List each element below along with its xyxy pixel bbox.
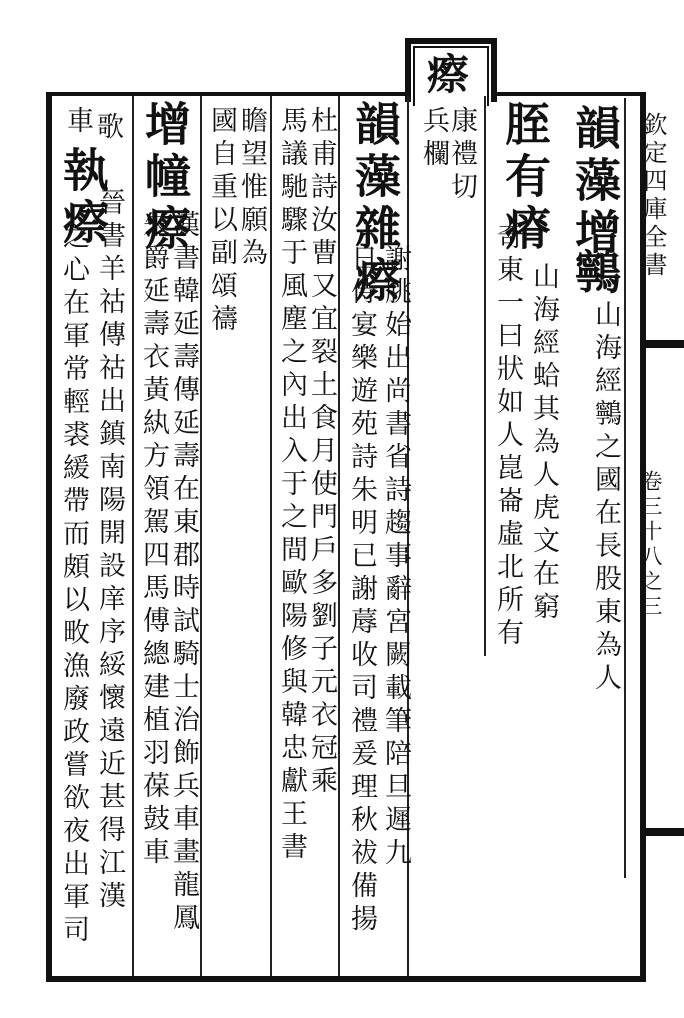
rule-2 [484,96,486,656]
page-border-bottom [46,976,646,982]
volume-marker: 卷三十八之三 [639,470,663,620]
rule-4 [338,96,340,976]
entry-text-shanhai: 山海經鸋之國在長股東為人 [590,300,621,696]
heading-tab-char: 瘵 [421,52,470,96]
entry-text-hao: 山海經蛤其為人虎文在窮 [528,262,559,625]
entry-heading-char: 鸋 [568,248,622,300]
gloss-bing: 兵欄 [418,106,449,172]
entry-text-zhanwang: 瞻望惟願為 [236,106,267,271]
rule-6 [200,96,202,976]
rule-1 [624,98,626,878]
entry-text-guozi: 國自重以副頌禱 [206,106,237,337]
entry-heading-za: 韻藻雜瘵 [348,100,402,308]
entry-text-hanshu: 漢書韓延壽傳延壽在東郡時試騎士治飾兵車畫龍鳳 [168,210,199,936]
entry-text-ge: 歌 [92,112,123,145]
book-title-margin: 欽定四庫全書 [639,112,667,280]
entry-text-dufu: 杜甫詩汝曹又宜裂土食月使門戶多劉子元衣冠乘 [306,106,337,799]
entry-text-zhixin: 之心在軍常輕裘緩帶而頗以畋漁廢政嘗欲夜出軍司 [58,222,89,948]
entry-text-xietiao: 謝朓始出尚書省詩趨事辭宮闕載筆陪旦遲九 [380,244,411,871]
entry-heading-chuang: 增幢瘵 [138,100,192,256]
entry-text-mayi: 馬議馳驟于風塵之內出入于之間歐陽修與韓忠獻王書 [276,106,307,865]
entry-heading-zhi2: 執瘵 [56,146,110,250]
rule-7 [132,96,134,976]
entry-heading-zhi: 胵有瘠 [498,100,552,256]
spine-mark-top [644,340,684,348]
entry-text-shiyan: 日侍宴樂遊苑詩朱明已謝蓐收司禮爰理秋祓備揚 [346,244,377,937]
rule-5 [270,96,272,976]
entry-text-zhujue: 朱爵延壽衣黃紈方領駕四馬傅總建植羽葆鼓車 [138,210,169,870]
spine-mark-bottom [644,828,684,836]
entry-text-che: 車 [62,106,93,139]
pronunciation: 康禮切 [446,106,477,205]
entry-text-qi: 奇東一曰狀如人崑崙虛北所有 [492,222,523,651]
entry-text-jinshu: 晉書羊祜傳祜出鎮南陽開設庠序綏懷遠近甚得江漢 [94,188,125,914]
page-border-left [46,92,52,982]
entry-heading-yunzao: 韻藻增 [568,104,622,260]
